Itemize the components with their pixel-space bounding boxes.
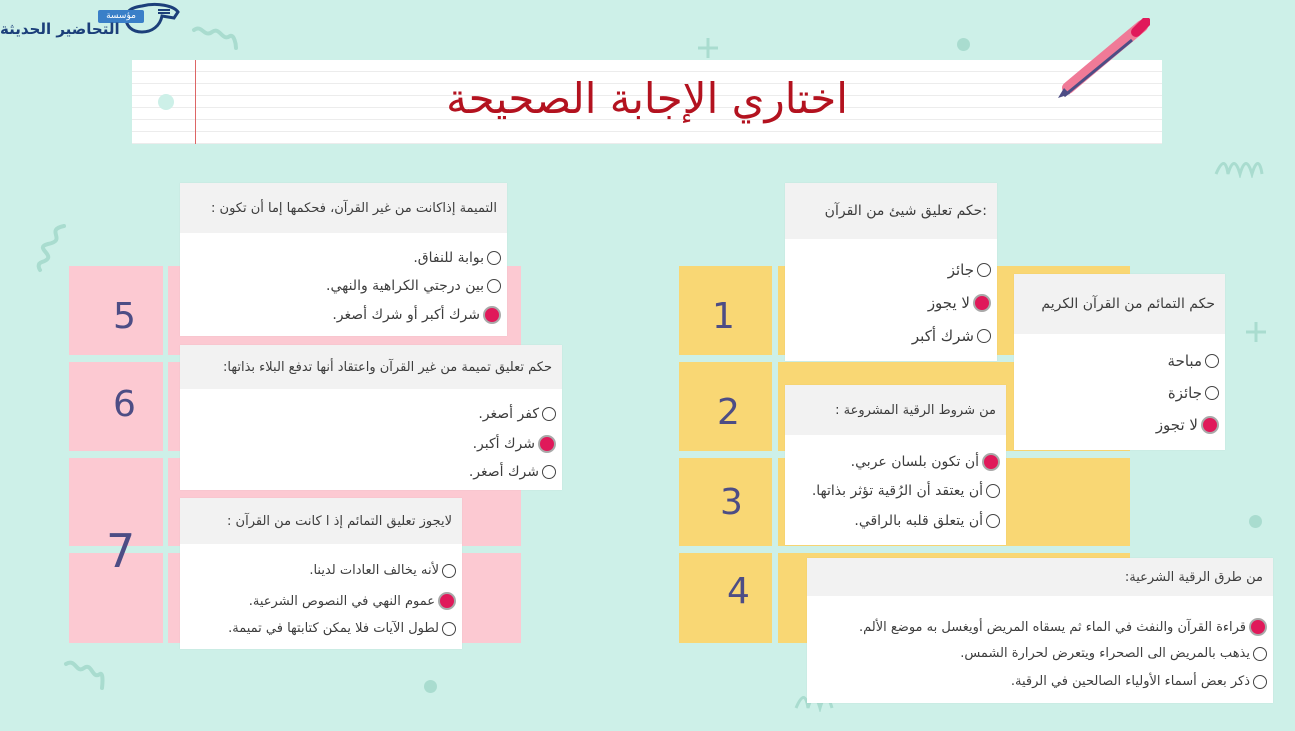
answer-option[interactable] xyxy=(1168,352,1219,370)
answer-label: يذهب بالمريض الى الصحراء ويتعرض لحرارة الشمس. xyxy=(960,646,1250,661)
answer-label: بوابة للنفاق. xyxy=(413,250,484,266)
question-card xyxy=(785,385,1006,545)
answer-label: جائزة xyxy=(1167,384,1202,402)
answer-option[interactable] xyxy=(326,278,501,294)
question-number: 6 xyxy=(113,384,136,425)
answer-option[interactable] xyxy=(1011,674,1267,689)
question-number: 3 xyxy=(720,482,743,523)
dot-decoration xyxy=(1249,515,1262,528)
answer-option[interactable] xyxy=(812,483,1000,499)
answer-label: عموم النهي في النصوص الشرعية. xyxy=(248,593,435,609)
answer-option[interactable] xyxy=(1168,384,1219,402)
answer-label: ذكر بعض أسماء الأولياء الصالحين في الرقية. xyxy=(1010,674,1250,689)
title-card xyxy=(132,60,1162,144)
radio-selected-icon[interactable] xyxy=(538,435,556,453)
dot-decoration xyxy=(957,38,970,51)
page-title: اختاري الإجابة الصحيحة xyxy=(446,74,848,123)
question-header: لايجوز تعليق التمائم إذ ا كانت من القرآن : xyxy=(180,498,462,544)
question-card xyxy=(180,183,507,336)
answer-option[interactable] xyxy=(478,406,556,422)
radio-empty-icon[interactable] xyxy=(1205,386,1219,400)
radio-empty-icon[interactable] xyxy=(986,484,1000,498)
question-header: حكم تعليق تميمة من غير القرآن واعتقاد أنها تدفع البلاء بذاتها: xyxy=(180,345,562,389)
question-card xyxy=(180,498,462,649)
squiggle-icon xyxy=(62,654,106,698)
dot-decoration xyxy=(424,680,437,693)
answer-option[interactable] xyxy=(473,435,556,453)
question-header: :حكم تعليق شيئ من القرآن xyxy=(785,183,997,239)
question-header: التميمة إذاكانت من غير القرآن، فحكمها إما أن تكون : xyxy=(180,183,507,233)
plus-icon xyxy=(1244,320,1268,344)
answer-label: أن يعتقد أن الرُقية تؤثر بذاتها. xyxy=(811,483,983,499)
radio-empty-icon[interactable] xyxy=(1253,675,1267,689)
question-header: من طرق الرقية الشرعية: xyxy=(807,558,1273,596)
answer-option[interactable] xyxy=(309,563,456,578)
question-number: 4 xyxy=(727,571,750,612)
answer-label: كفر أصغر. xyxy=(478,406,539,422)
radio-empty-icon[interactable] xyxy=(487,279,501,293)
question-card xyxy=(785,183,997,361)
answer-option[interactable] xyxy=(851,453,1000,471)
answer-label: لا يجوز xyxy=(927,294,970,312)
radio-selected-icon[interactable] xyxy=(982,453,1000,471)
squiggle-icon xyxy=(190,24,240,64)
answer-option[interactable] xyxy=(912,327,991,345)
radio-selected-icon[interactable] xyxy=(1249,618,1267,636)
radio-selected-icon[interactable] xyxy=(438,592,456,610)
radio-empty-icon[interactable] xyxy=(1205,354,1219,368)
radio-empty-icon[interactable] xyxy=(1253,647,1267,661)
radio-empty-icon[interactable] xyxy=(542,465,556,479)
wave-icon xyxy=(1214,158,1264,178)
radio-selected-icon[interactable] xyxy=(483,306,501,324)
answer-label: قراءة القرآن والنفث في الماء ثم يسقاه المريض أويغسل به موضع الألم. xyxy=(858,619,1246,635)
answer-option[interactable] xyxy=(859,618,1267,636)
radio-empty-icon[interactable] xyxy=(442,564,456,578)
answer-label: شرك أصغر. xyxy=(468,464,539,480)
answer-label: شرك أكبر xyxy=(911,327,974,345)
answer-label: أن يتعلق قلبه بالراقي. xyxy=(854,513,983,529)
radio-selected-icon[interactable] xyxy=(973,294,991,312)
answer-option[interactable] xyxy=(948,261,991,279)
question-header: من شروط الرقية المشروعة : xyxy=(785,385,1006,435)
logo-name: التحاضير الحديثة xyxy=(0,20,120,38)
answer-option[interactable] xyxy=(228,621,456,636)
radio-empty-icon[interactable] xyxy=(442,622,456,636)
answer-option[interactable] xyxy=(469,464,556,480)
question-header: حكم التمائم من القرآن الكريم xyxy=(1014,274,1225,334)
radio-empty-icon[interactable] xyxy=(977,263,991,277)
question-number: 5 xyxy=(113,296,136,337)
question-number: 1 xyxy=(712,296,735,337)
answer-option[interactable] xyxy=(1156,416,1219,434)
question-number: 2 xyxy=(717,392,740,433)
answer-option[interactable] xyxy=(332,306,501,324)
answer-label: جائز xyxy=(947,261,974,279)
radio-empty-icon[interactable] xyxy=(986,514,1000,528)
radio-empty-icon[interactable] xyxy=(487,251,501,265)
answer-option[interactable] xyxy=(928,294,991,312)
answer-label: شرك أكبر. xyxy=(472,436,535,452)
radio-selected-icon[interactable] xyxy=(1201,416,1219,434)
pencil-icon xyxy=(1054,18,1150,100)
logo xyxy=(0,0,185,48)
radio-empty-icon[interactable] xyxy=(542,407,556,421)
radio-empty-icon[interactable] xyxy=(977,329,991,343)
answer-label: مباحة xyxy=(1167,352,1202,370)
question-card xyxy=(180,345,562,490)
question-number: 7 xyxy=(106,524,136,578)
answer-label: لا تجوز xyxy=(1155,416,1198,434)
answer-label: أن تكون بلسان عربي. xyxy=(850,454,979,470)
logo-small-label: مؤسسة xyxy=(98,10,144,23)
answer-option[interactable] xyxy=(960,646,1267,661)
question-card xyxy=(1014,274,1225,450)
answer-label: شرك أكبر أو شرك أصغر. xyxy=(332,307,480,323)
number-cell xyxy=(679,553,772,643)
answer-option[interactable] xyxy=(249,592,456,610)
answer-label: لطول الآيات فلا يمكن كتابتها في تميمة. xyxy=(228,621,439,636)
answer-label: بين درجتي الكراهية والنهي. xyxy=(326,278,484,294)
plus-icon xyxy=(696,36,720,60)
squiggle-icon xyxy=(34,222,74,274)
answer-option[interactable] xyxy=(854,513,1000,529)
answer-option[interactable] xyxy=(413,250,501,266)
answer-label: لأنه يخالف العادات لدينا. xyxy=(309,563,439,578)
question-card xyxy=(807,558,1273,703)
